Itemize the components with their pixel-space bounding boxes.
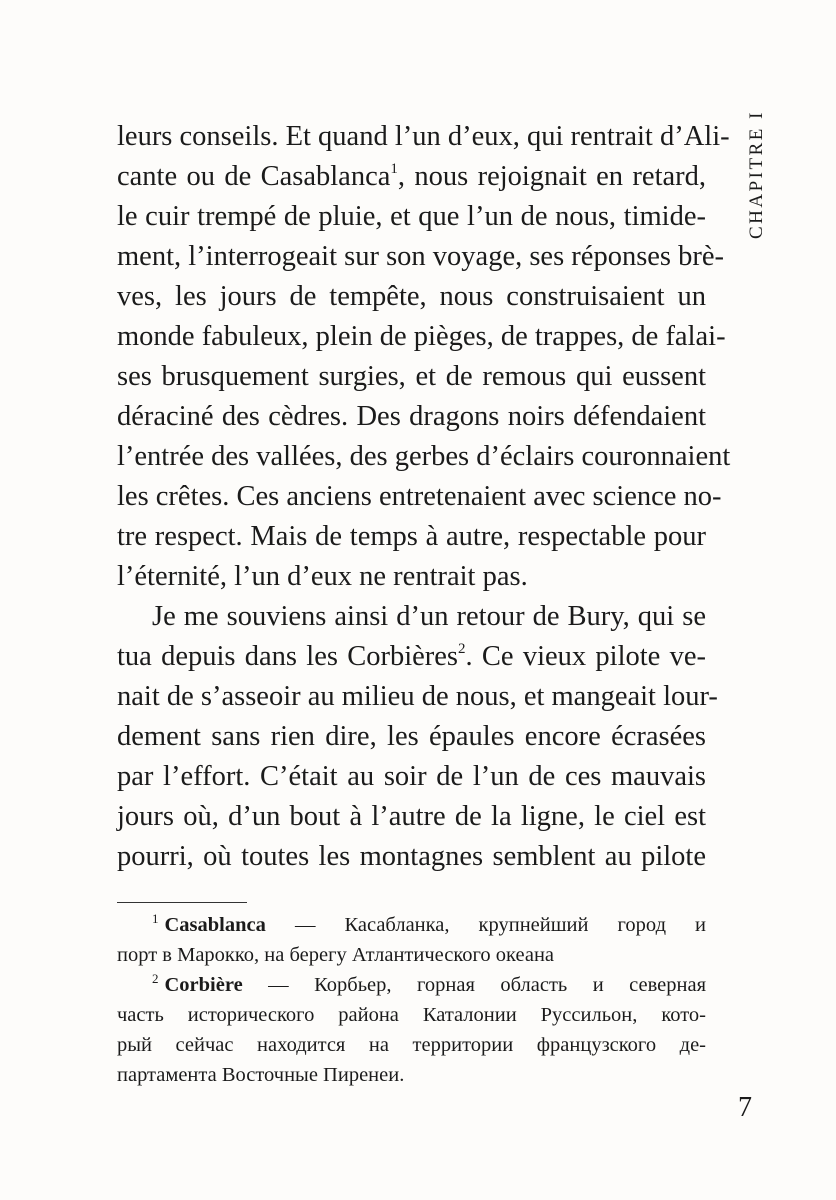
running-head: CHAPITRE I (746, 110, 767, 239)
body-line: monde fabuleux, plein de pièges, de trappes, de falai- (117, 321, 726, 352)
footnote-text: — Касабланка, крупнейший город и (294, 914, 707, 936)
body-line: l’éternité, l’un d’eux ne rentrait pas. (117, 561, 528, 592)
body-line: tre respect. Mais de temps à autre, respectable pour (117, 521, 706, 552)
footnote-reference[interactable]: 2 (458, 641, 466, 657)
footnote-term: Corbière (164, 974, 243, 996)
body-text: cante ou de Casablanca (117, 161, 391, 192)
footnote-1-line (152, 910, 706, 940)
body-line (117, 637, 706, 677)
body-line: leurs conseils. Et quand l’un d’eux, qui rentrait d’Ali- (117, 121, 730, 152)
footnote-2-line (152, 970, 706, 1000)
page-number: 7 (738, 1092, 752, 1123)
body-text: , nous rejoignait en retard, (397, 161, 706, 192)
body-line: Je me souviens ainsi d’un retour de Bury, qui se (152, 601, 706, 632)
body-line: pourri, où toutes les montagnes semblent au pilote (117, 841, 706, 872)
body-line: par l’effort. C’était au soir de l’un de ces mauvais (117, 761, 706, 792)
body-line: dement sans rien dire, les épaules encore écrasées (117, 721, 706, 752)
footnote-1-line: порт в Марокко, на берегу Атлантического океана (117, 944, 555, 966)
footnote-number: 2 (152, 971, 159, 986)
body-text: . Ce vieux pilote ve- (465, 641, 706, 672)
body-line: l’entrée des vallées, des gerbes d’éclairs couronnaient (117, 441, 731, 472)
body-line: le cuir trempé de pluie, et que l’un de nous, timide- (117, 201, 706, 232)
body-line (117, 157, 706, 197)
body-line: les crêtes. Ces anciens entretenaient avec science no- (117, 481, 722, 512)
footnote-separator (117, 902, 247, 903)
body-line: déraciné des cèdres. Des dragons noirs défendaient (117, 401, 706, 432)
body-line: jours où, d’un bout à l’autre de la ligne, le ciel est (117, 801, 706, 832)
body-line: ves, les jours de tempête, nous construisaient un (117, 281, 706, 312)
footnote-2-line: рый сейчас находится на территории французского де- (117, 1034, 706, 1056)
body-line: ses brusquement surgies, et de remous qui eussent (117, 361, 706, 392)
footnote-2-line: часть исторического района Каталонии Руссильон, кото- (117, 1004, 706, 1026)
body-line: ment, l’interrogeait sur son voyage, ses réponses brè- (117, 241, 725, 272)
footnote-term: Casablanca (164, 914, 266, 936)
footnote-number: 1 (152, 911, 159, 926)
body-text: tua depuis dans les Corbières (117, 641, 459, 672)
footnote-text: — Корбьер, горная область и северная (268, 974, 706, 996)
body-line: nait de s’asseoir au milieu de nous, et mangeait lour- (117, 681, 718, 712)
footnote-reference[interactable]: 1 (390, 161, 398, 177)
footnote-2-line: партамента Восточные Пиренеи. (117, 1064, 405, 1086)
